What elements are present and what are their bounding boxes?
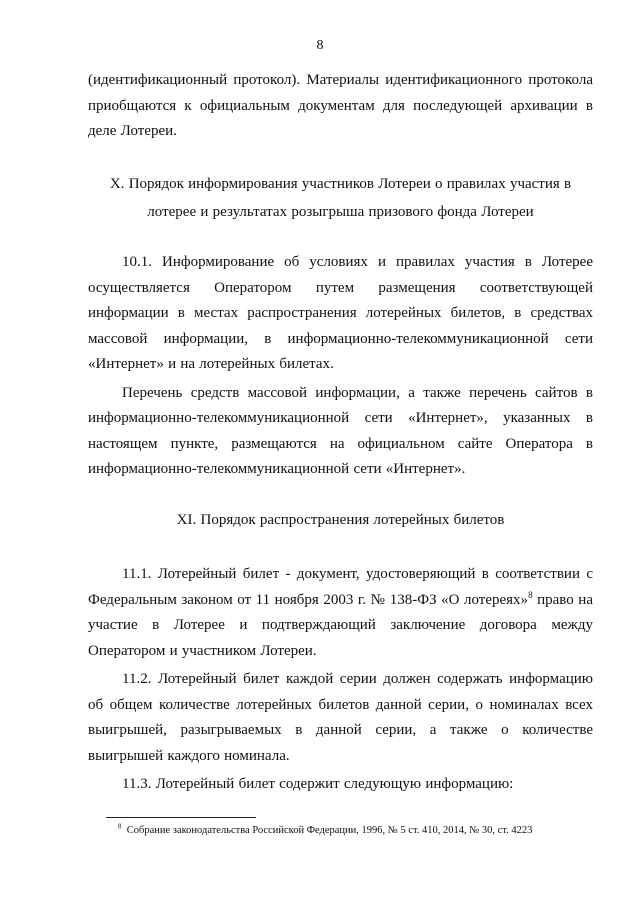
paragraph-11-1-text-start: 11.1. Лотерейный билет - документ, удостоверяющий в соответствии с Федеральным законом от 11 ноября 2003 г. № 138-ФЗ «О лотереях»	[88, 566, 593, 608]
paragraph-11-3: 11.3. Лотерейный билет содержит следующую информацию:	[122, 776, 514, 792]
paragraph-10-1: 10.1. Информирование об условиях и правилах участия в Лотерее осуществляется Оператором путем размещения соответствующей информации в местах распространения лотерейных билетов, в средствах массовой информации, в информационно-телекоммуникационной сети «Интернет» и на лотерейных билетах.	[88, 254, 593, 372]
paragraph-11-2: 11.2. Лотерейный билет каждой серии должен содержать информацию об общем количестве лотерейных билетов данной серии, о номиналах всех выигрышей, разыгрываемых в данной серии, а также о количестве выигрышей каждого номинала.	[88, 671, 593, 764]
paragraph-11-1	[88, 562, 593, 664]
footnote-mark: 8	[118, 822, 122, 831]
footnote	[118, 824, 598, 837]
intro-paragraph: (идентификационный протокол). Материалы идентификационного протокола приобщаются к официальным документам для последующей архивации в деле Лотереи.	[88, 72, 593, 139]
section-x-body	[88, 250, 593, 483]
footnote-reference: 8	[528, 589, 533, 600]
section-x-heading-line1: X. Порядок информирования участников Лотереи о правилах участия в	[109, 176, 572, 192]
page-number: 8	[316, 38, 324, 53]
section-x-heading	[88, 170, 593, 226]
section-x-heading-line2: лотерее и результатах розыгрыша призового фонда Лотереи	[147, 204, 534, 220]
footnote-text: Собрание законодательства Российской Федерации, 1996, № 5 ст. 410, 2014, № 30, ст. 4223	[126, 825, 533, 836]
paragraph-media-list: Перечень средств массовой информации, а также перечень сайтов в информационно-телекоммуникационной сети «Интернет», указанных в настоящем пункте, размещаются на официальном сайте Оператора в информационно-телекоммуникационной сети «Интернет».	[88, 384, 593, 477]
paragraph-11-1-text-end: право на участие в Лотерее и подтверждающий заключение договора между Оператором и участником Лотереи.	[88, 591, 593, 659]
section-xi-heading: XI. Порядок распространения лотерейных билетов	[176, 512, 505, 528]
section-xi-body	[88, 562, 593, 798]
intro-paragraph-block	[88, 68, 593, 145]
footnote-separator	[106, 817, 256, 818]
